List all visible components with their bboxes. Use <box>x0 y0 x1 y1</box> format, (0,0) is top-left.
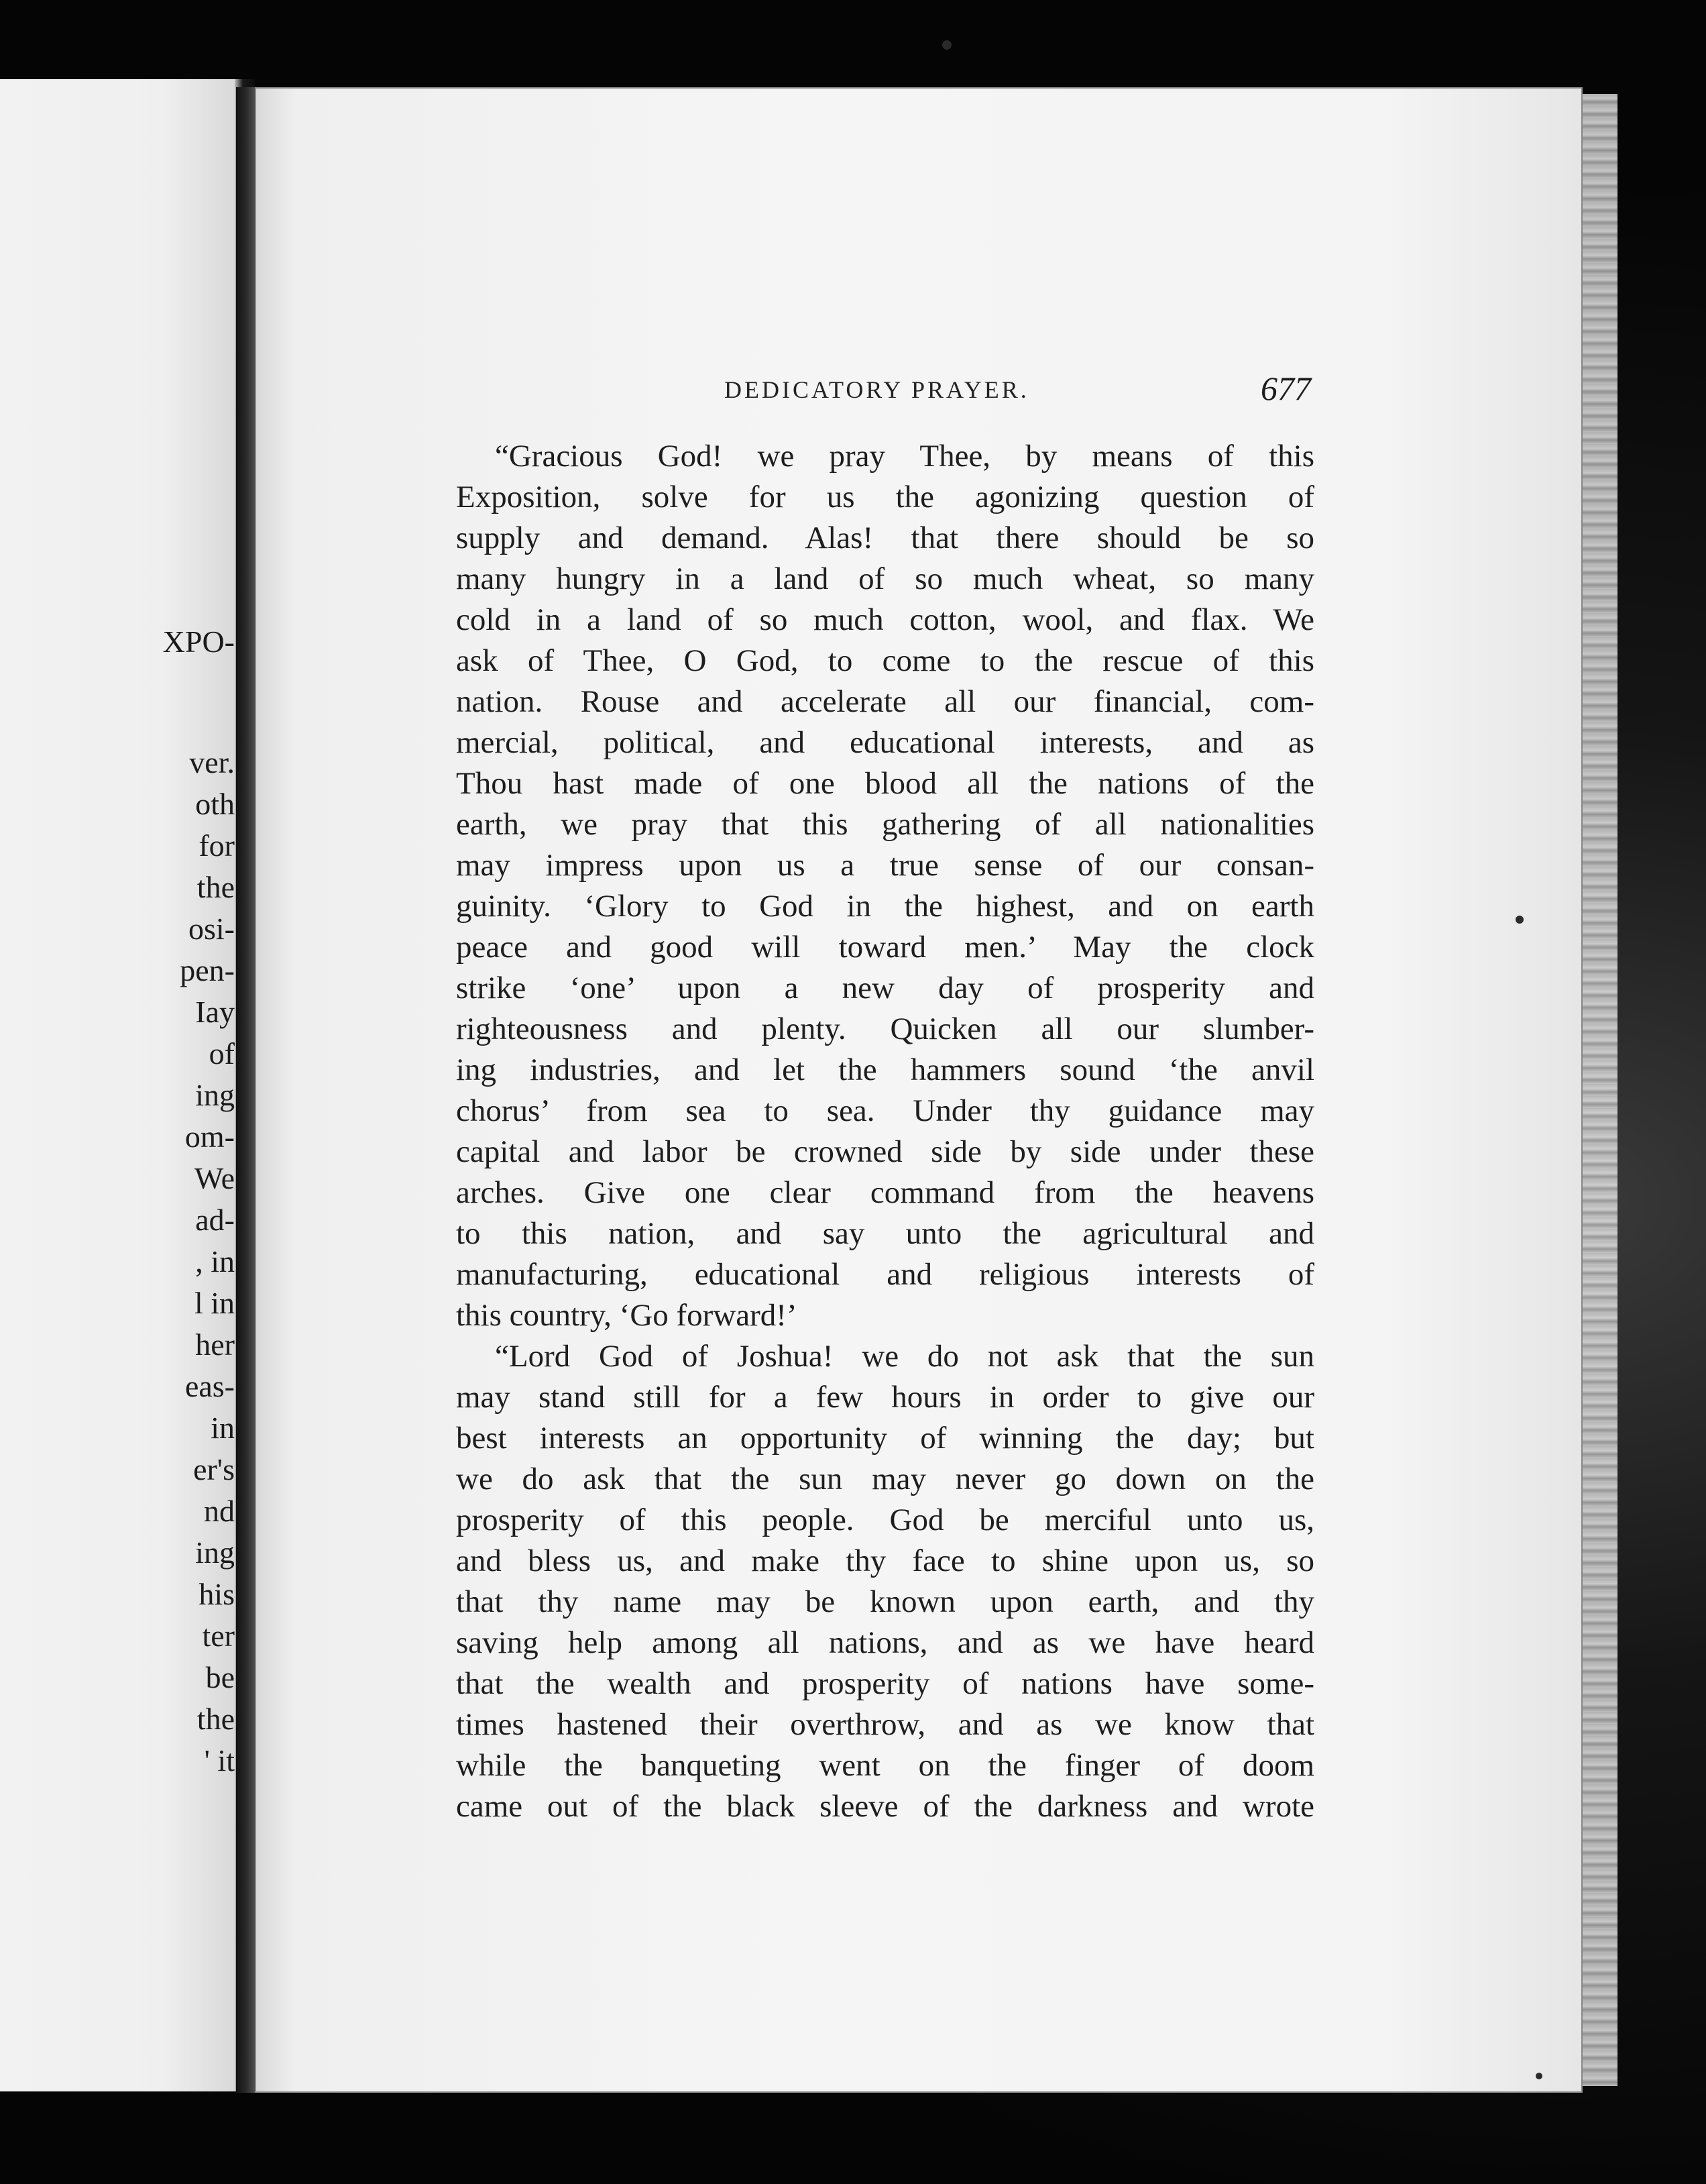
text-line: peace and good will toward men.’ May the clock <box>456 930 1314 965</box>
text-line: mercial, political, and educational interests, and as <box>456 725 1314 760</box>
left-page-fragment: be <box>205 1660 235 1694</box>
text-line: to this nation, and say unto the agricultural and <box>456 1216 1314 1251</box>
left-page-fragment: om- <box>184 1120 235 1154</box>
text-line: capital and labor be crowned side by side under these <box>456 1134 1314 1169</box>
dust-speck <box>942 40 952 50</box>
text-line: while the banqueting went on the finger of doom <box>456 1748 1314 1783</box>
book-gutter <box>236 87 256 2093</box>
left-page-fragment: Iay <box>195 995 235 1029</box>
left-page-fragment: We <box>194 1161 235 1195</box>
left-page-fragment: in <box>211 1411 235 1445</box>
left-page-fragment: eas- <box>184 1369 235 1403</box>
left-page-fragment: his <box>198 1577 235 1611</box>
left-page-fragment: ad- <box>195 1203 235 1237</box>
facing-left-page <box>0 79 235 2091</box>
text-line: righteousness and plenty. Quicken all our slumber- <box>456 1012 1314 1046</box>
text-line: arches. Give one clear command from the heavens <box>456 1175 1314 1210</box>
left-page-fragment: , in <box>195 1244 235 1278</box>
text-line: strike ‘one’ upon a new day of prosperity and <box>456 971 1314 1005</box>
running-head: DEDICATORY PRAYER. <box>724 376 1029 403</box>
left-page-fragment: XPO- <box>162 624 235 659</box>
text-line: “Lord God of Joshua! we do not ask that the sun <box>495 1339 1314 1374</box>
text-line: many hungry in a land of so much wheat, so many <box>456 561 1314 596</box>
book-page <box>255 87 1583 2093</box>
text-line: and bless us, and make thy face to shine upon us, so <box>456 1543 1314 1578</box>
text-line: Exposition, solve for us the agonizing question of <box>456 480 1314 514</box>
left-page-fragment: l in <box>194 1286 235 1320</box>
text-line: chorus’ from sea to sea. Under thy guidance may <box>456 1093 1314 1128</box>
text-line: saving help among all nations, and as we have heard <box>456 1625 1314 1660</box>
text-line: best interests an opportunity of winning the day; but <box>456 1421 1314 1456</box>
text-line: manufacturing, educational and religious interests of <box>456 1257 1314 1292</box>
text-line: this country, ‘Go forward!’ <box>456 1298 797 1333</box>
text-line: came out of the black sleeve of the darkness and wrote <box>456 1789 1314 1824</box>
page-number: 677 <box>1261 370 1311 407</box>
text-line: times hastened their overthrow, and as we know that <box>456 1707 1314 1742</box>
left-page-fragment: of <box>209 1036 235 1071</box>
text-line: “Gracious God! we pray Thee, by means of this <box>495 439 1314 474</box>
text-line: earth, we pray that this gathering of all nationalities <box>456 807 1314 842</box>
left-page-fragment: oth <box>195 787 235 821</box>
text-line: ask of Thee, O God, to come to the rescue of this <box>456 643 1314 678</box>
text-line: guinity. ‘Glory to God in the highest, and on earth <box>456 889 1314 924</box>
text-line: nation. Rouse and accelerate all our financial, com- <box>456 684 1314 719</box>
text-line: ing industries, and let the hammers sound ‘the anvil <box>456 1052 1314 1087</box>
text-line: that the wealth and prosperity of nations have some- <box>456 1666 1314 1701</box>
dust-speck <box>1536 2073 1542 2079</box>
text-line: may stand still for a few hours in order to give our <box>456 1380 1314 1415</box>
left-page-fragment: ver. <box>189 745 235 779</box>
text-line: supply and demand. Alas! that there should be so <box>456 521 1314 555</box>
page-stack-edge <box>1583 94 1617 2086</box>
left-page-fragment: pen- <box>180 953 235 987</box>
text-line: that thy name may be known upon earth, and thy <box>456 1584 1314 1619</box>
left-page-fragment: er's <box>193 1452 235 1486</box>
text-line: prosperity of this people. God be merciful unto us, <box>456 1503 1314 1537</box>
left-page-fragment: ter <box>202 1619 235 1653</box>
left-page-fragment: ' it <box>204 1743 235 1778</box>
left-page-fragment: nd <box>204 1494 235 1528</box>
dust-speck <box>1516 916 1524 924</box>
text-line: we do ask that the sun may never go down on the <box>456 1462 1314 1496</box>
left-page-fragment: the <box>196 1702 235 1736</box>
text-line: may impress upon us a true sense of our consan- <box>456 848 1314 883</box>
left-page-fragment: osi- <box>188 912 235 946</box>
left-page-fragment: the <box>196 870 235 904</box>
left-page-fragment: her <box>195 1327 235 1362</box>
left-page-fragment: for <box>198 828 235 863</box>
text-line: Thou hast made of one blood all the nations of the <box>456 766 1314 801</box>
left-page-fragment: ing <box>195 1078 235 1112</box>
left-page-fragment: ing <box>195 1535 235 1570</box>
text-line: cold in a land of so much cotton, wool, and flax. We <box>456 602 1314 637</box>
